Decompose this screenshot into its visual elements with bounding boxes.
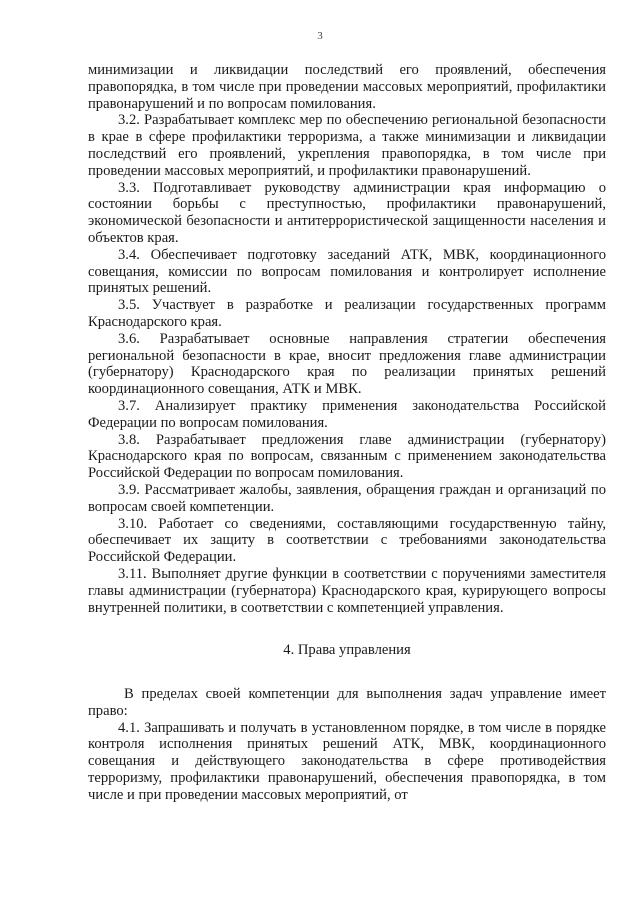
paragraph-3-5: 3.5. Участвует в разработке и реализации государственных программ Краснодарского края. — [88, 297, 606, 330]
paragraph-3-6: 3.6. Разрабатывает основные направления стратегии обеспечения региональной безопасности в крае, вносит предложения главе администрации (губернатору) Краснодарского края по реализации принятых решений координационного совещания, АТК и МВК. — [88, 330, 606, 398]
paragraph-3-3: 3.3. Подготавливает руководству администрации края информацию о состоянии борьбы с преступностью, профилактики правонарушений, экономической безопасности и антитеррористической защищенности населения и объектов края. — [88, 179, 606, 246]
paragraph-3-7: 3.7. Анализирует практику применения законодательства Российской Федерации по вопросам помилования. — [88, 397, 606, 431]
paragraph-3-2: 3.2. Разрабатывает комплекс мер по обеспечению региональной безопасности в крае в сфере профилактики терроризма, а также минимизации и ликвидации последствий его проявлений, укрепления правопорядка, в том числе при проведении массовых мероприятий, и профилактики правонарушений. — [88, 112, 606, 179]
paragraph-3-9: 3.9. Рассматривает жалобы, заявления, обращения граждан и организаций по вопросам своей компетенции. — [88, 481, 606, 515]
section-heading: 4. Права управления — [283, 642, 411, 659]
paragraph-4-1: 4.1. Запрашивать и получать в установленном порядке, в том числе в порядке контроля исполнения принятых решений АТК, МВК, координационного совещания и действующего законодательства в сфере противодействия терроризму, профилактики правонарушений, обеспечения правопорядка, в том числе и при проведении массовых мероприятий, от — [88, 719, 606, 803]
paragraph-3-10: 3.10. Работает со сведениями, составляющими государственную тайну, обеспечивает их защиту в соответствии с требованиями законодательства Российской Федерации. — [88, 515, 606, 566]
paragraph-3-11: 3.11. Выполняет другие функции в соответствии с поручениями заместителя главы администрации (губернатора) Краснодарского края, курирующего вопросы внутренней политики, в соответствии с компетенцией управления. — [88, 565, 606, 616]
paragraph-3-8: 3.8. Разрабатывает предложения главе администрации (губернатору) Краснодарского края по вопросам, связанным с применением законодательства Российской Федерации по вопросам помилования. — [88, 431, 606, 482]
lead-paragraph: В пределах своей компетенции для выполнения задач управление имеет право: — [88, 686, 606, 719]
page-number: 3 — [317, 30, 323, 42]
document-body — [88, 62, 606, 804]
paragraph-3-4: 3.4. Обеспечивает подготовку заседаний АТК, МВК, координационного совещания, комиссии по вопросам помилования и контролирует исполнение принятых решений. — [88, 246, 606, 297]
paragraph-continuation: минимизации и ликвидации последствий его проявлений, обеспечения правопорядка, в том числе при проведении массовых мероприятий, профилактики правонарушений и по вопросам помилования. — [88, 62, 606, 112]
